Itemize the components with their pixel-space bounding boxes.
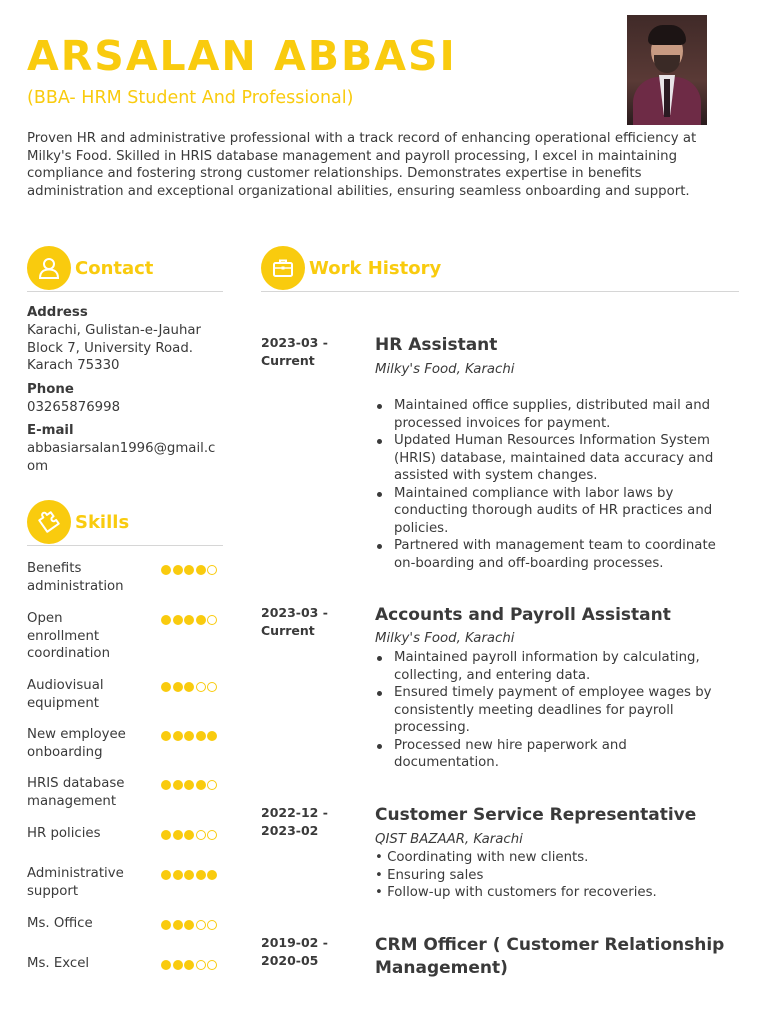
skills-divider [27, 545, 223, 546]
list-item: Maintained compliance with labor laws by conducting thorough audits of HR practices and policies. [375, 485, 735, 538]
job-title: HR Assistant [375, 335, 498, 355]
rating-dot-filled [184, 615, 194, 625]
skill-name: Audiovisual equipment [27, 678, 104, 711]
list-item: Ensured timely payment of employee wages by consistently meeting deadlines for payroll processing. [375, 684, 735, 737]
skill-rating [161, 960, 217, 970]
skill-name: Benefits administration [27, 561, 124, 594]
job-bullets [375, 649, 735, 772]
address-value: Karachi, Gulistan-e-Jauhar Block 7, University Road. Karach 75330 [27, 323, 202, 373]
rating-dot-empty [196, 920, 206, 930]
contact-divider [27, 291, 223, 292]
rating-dot-empty [196, 960, 206, 970]
person-icon [27, 246, 71, 290]
skill-name: Ms. Excel [27, 956, 90, 971]
skill-rating [161, 615, 217, 625]
rating-dot-filled [173, 960, 183, 970]
rating-dot-empty [207, 830, 217, 840]
rating-dot-filled [161, 960, 171, 970]
rating-dot-filled [173, 780, 183, 790]
job-title: CRM Officer ( Customer Relationship Management) [375, 935, 725, 978]
rating-dot-filled [184, 682, 194, 692]
rating-dot-filled [196, 780, 206, 790]
skills-section-header [27, 500, 223, 546]
list-item: • Coordinating with new clients. [375, 850, 589, 865]
rating-dot-empty [207, 960, 217, 970]
rating-dot-empty [196, 830, 206, 840]
list-item: Updated Human Resources Information System (HRIS) database, maintained data accuracy and assisted with system changes. [375, 432, 735, 485]
rating-dot-filled [161, 615, 171, 625]
puzzle-icon [27, 500, 71, 544]
rating-dot-filled [173, 870, 183, 880]
rating-dot-filled [196, 565, 206, 575]
rating-dot-filled [173, 615, 183, 625]
rating-dot-filled [173, 830, 183, 840]
job-title: Customer Service Representative [375, 805, 697, 825]
rating-dot-filled [161, 682, 171, 692]
job-date: 2023-03 - Current [261, 605, 328, 638]
job-company: Milky's Food, Karachi [375, 362, 515, 377]
skill-rating [161, 830, 217, 840]
email-label: E-mail [27, 423, 74, 438]
contact-title: Contact [75, 258, 154, 279]
list-item: • Follow-up with customers for recoveries. [375, 885, 657, 900]
rating-dot-filled [184, 920, 194, 930]
job-date: 2023-03 - Current [261, 335, 328, 368]
address-label: Address [27, 305, 88, 320]
job-company: Milky's Food, Karachi [375, 631, 515, 646]
skill-rating [161, 920, 217, 930]
rating-dot-empty [207, 780, 217, 790]
job-date: 2022-12 - 2023-02 [261, 805, 328, 838]
skill-rating [161, 870, 217, 880]
rating-dot-empty [207, 920, 217, 930]
skill-rating [161, 780, 217, 790]
rating-dot-filled [196, 615, 206, 625]
rating-dot-filled [161, 731, 171, 741]
phone-label: Phone [27, 382, 74, 397]
rating-dot-filled [184, 780, 194, 790]
rating-dot-filled [173, 682, 183, 692]
skill-name: Administrative support [27, 866, 124, 899]
rating-dot-filled [184, 731, 194, 741]
skill-name: New employee onboarding [27, 727, 126, 760]
job-date: 2019-02 - 2020-05 [261, 935, 328, 968]
candidate-name: ARSALAN ABBASI [27, 32, 457, 80]
profile-photo [627, 15, 707, 125]
job-duties [375, 849, 657, 902]
skills-title: Skills [75, 512, 130, 533]
rating-dot-filled [173, 731, 183, 741]
rating-dot-empty [196, 682, 206, 692]
rating-dot-filled [207, 870, 217, 880]
rating-dot-filled [161, 565, 171, 575]
candidate-subtitle: (BBA- HRM Student And Professional) [27, 88, 354, 108]
list-item: Partnered with management team to coordinate on-boarding and off-boarding processes. [375, 537, 735, 572]
list-item: Processed new hire paperwork and documentation. [375, 737, 735, 772]
rating-dot-filled [173, 920, 183, 930]
skill-rating [161, 565, 217, 575]
job-bullets [375, 397, 735, 572]
rating-dot-filled [184, 565, 194, 575]
skill-name: Open enrollment coordination [27, 611, 110, 661]
rating-dot-filled [161, 870, 171, 880]
email-value: abbasiarsalan1996@gmail.c om [27, 441, 216, 474]
phone-value: 03265876998 [27, 400, 121, 415]
rating-dot-empty [207, 615, 217, 625]
rating-dot-empty [207, 565, 217, 575]
list-item: Maintained office supplies, distributed mail and processed invoices for payment. [375, 397, 735, 432]
job-title: Accounts and Payroll Assistant [375, 605, 671, 625]
list-item: Maintained payroll information by calculating, collecting, and entering data. [375, 649, 735, 684]
rating-dot-filled [161, 830, 171, 840]
rating-dot-empty [207, 682, 217, 692]
rating-dot-filled [184, 870, 194, 880]
work-divider [261, 291, 739, 292]
list-item: • Ensuring sales [375, 867, 484, 883]
rating-dot-filled [161, 920, 171, 930]
skill-name: HRIS database management [27, 776, 125, 809]
briefcase-icon [261, 246, 305, 290]
professional-summary: Proven HR and administrative professional with a track record of enhancing operational efficiency at Milky's Food. Skilled in HRIS database management and payroll processing, I excel in maintaining compliance and fostering strong customer relationships. Demonstrates expertise in benefits administration and exceptional organizational abilities, ensuring seamless onboarding and support. [27, 131, 697, 199]
rating-dot-filled [161, 780, 171, 790]
work-title: Work History [309, 258, 442, 279]
job-company: QIST BAZAAR, Karachi [375, 832, 523, 847]
rating-dot-filled [196, 731, 206, 741]
skill-rating [161, 682, 217, 692]
contact-section-header [27, 246, 223, 292]
rating-dot-filled [173, 565, 183, 575]
rating-dot-filled [196, 870, 206, 880]
rating-dot-filled [207, 731, 217, 741]
skill-name: HR policies [27, 826, 101, 841]
rating-dot-filled [184, 960, 194, 970]
skill-rating [161, 731, 217, 741]
rating-dot-filled [184, 830, 194, 840]
work-section-header [261, 246, 739, 292]
skill-name: Ms. Office [27, 916, 93, 931]
